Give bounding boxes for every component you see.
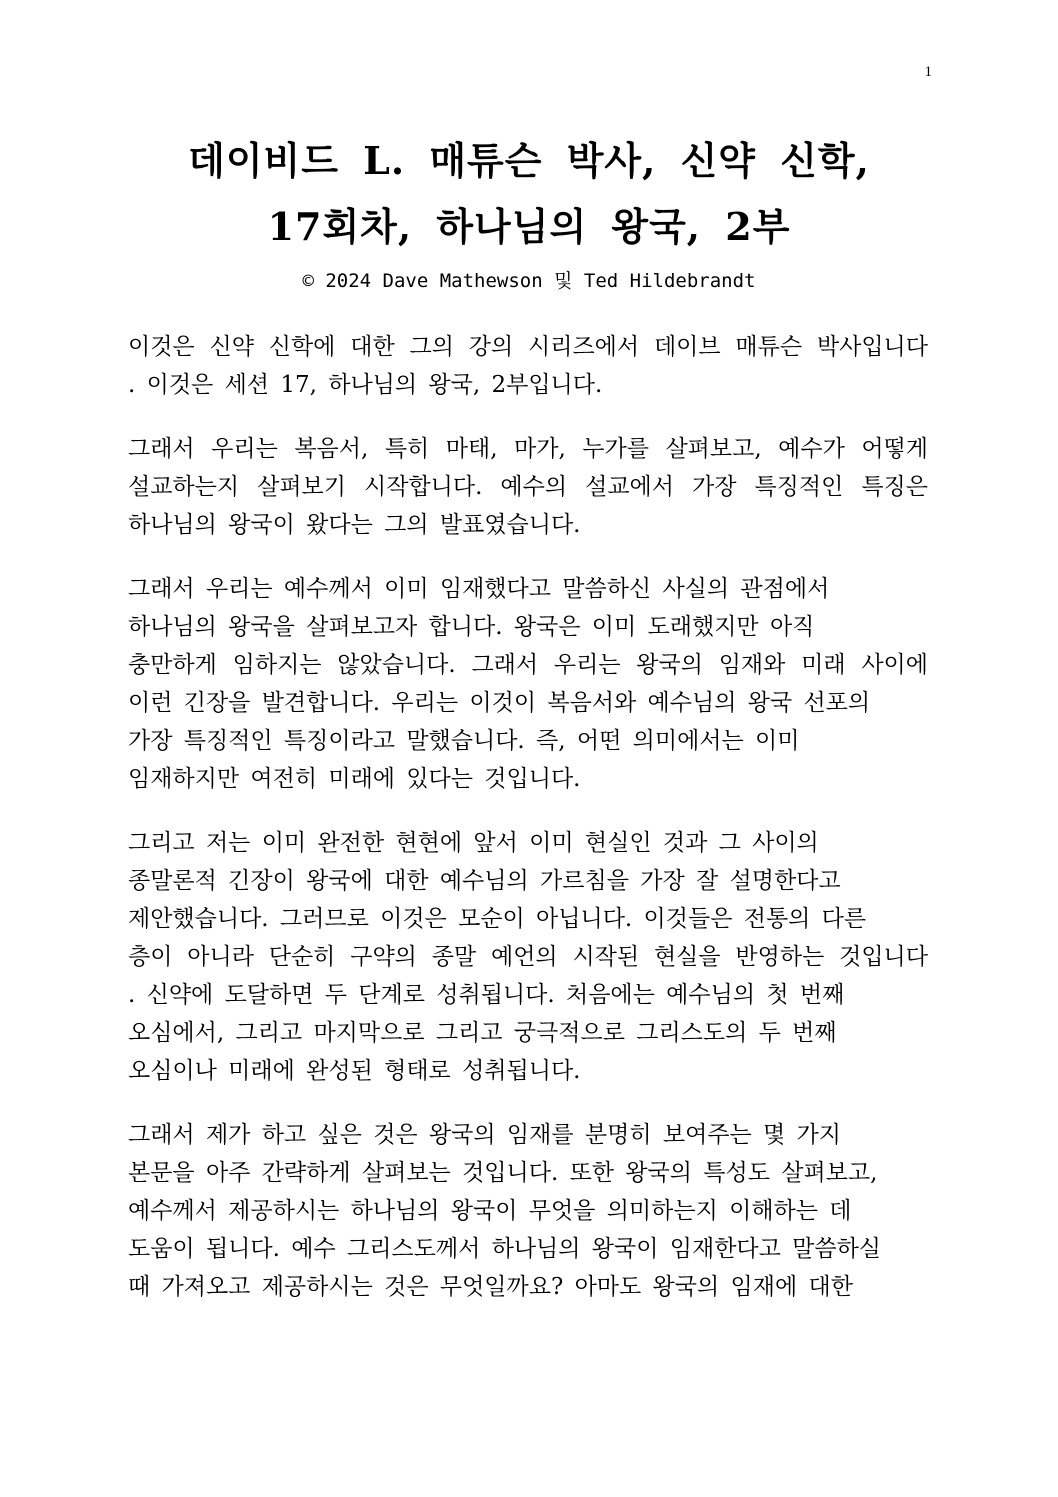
paragraph-line: . 이것은 세션 17, 하나님의 왕국, 2부입니다. — [128, 372, 603, 398]
paragraph-line: 제안했습니다. 그러므로 이것은 모순이 아닙니다. 이것들은 전통의 다른 — [128, 906, 867, 932]
paragraph-line: 임재하지만 여전히 미래에 있다는 것입니다. — [128, 766, 581, 792]
paragraph — [128, 328, 928, 404]
paragraph-line: 그래서 제가 하고 싶은 것은 왕국의 임재를 분명히 보여주는 몇 가지 — [128, 1122, 841, 1148]
paragraph-line: . 신약에 도달하면 두 단계로 성취됩니다. 처음에는 예수님의 첫 번째 — [128, 982, 845, 1008]
paragraph-line: 이런 긴장을 발견합니다. 우리는 이것이 복음서와 예수님의 왕국 선포의 — [128, 690, 871, 716]
title-line-2: 17회차, 하나님의 왕국, 2부 — [267, 204, 791, 249]
paragraph-line: 때 가져오고 제공하시는 것은 무엇일까요? 아마도 왕국의 임재에 대한 — [128, 1274, 853, 1300]
paragraph-line: 오심이나 미래에 완성된 형태로 성취됩니다. — [128, 1058, 581, 1084]
title-line-1: 데이비드 L. 매튜슨 박사, 신약 신학, — [188, 138, 870, 183]
page-number: 1 — [924, 64, 932, 80]
document-body — [128, 328, 928, 1332]
paragraph-line: 그래서 우리는 예수께서 이미 임재했다고 말씀하신 사실의 관점에서 — [128, 576, 830, 602]
paragraph-line: 그리고 저는 이미 완전한 현현에 앞서 이미 현실인 것과 그 사이의 — [128, 830, 819, 856]
paragraph-line: 종말론적 긴장이 왕국에 대한 예수님의 가르침을 가장 잘 설명한다고 — [128, 868, 841, 894]
paragraph-line: 본문을 아주 간략하게 살펴보는 것입니다. 또한 왕국의 특성도 살펴보고, — [128, 1160, 878, 1186]
paragraph — [128, 430, 928, 544]
paragraph-line: 하나님의 왕국이 왔다는 그의 발표였습니다. — [128, 512, 581, 538]
paragraph — [128, 824, 928, 1090]
paragraph-line: 하나님의 왕국을 살펴보고자 합니다. 왕국은 이미 도래했지만 아직 — [128, 614, 815, 640]
paragraph-line: 그래서 우리는 복음서, 특히 마태, 마가, 누가를 살펴보고, 예수가 어떻게 — [128, 436, 928, 462]
paragraph-line: 도움이 됩니다. 예수 그리스도께서 하나님의 왕국이 임재한다고 말씀하실 — [128, 1236, 882, 1262]
paragraph — [128, 1116, 928, 1306]
paragraph-line: 층이 아니라 단순히 구약의 종말 예언의 시작된 현실을 반영하는 것입니다 — [128, 944, 928, 970]
paragraph-line: 충만하게 임하지는 않았습니다. 그래서 우리는 왕국의 임재와 미래 사이에 — [128, 652, 928, 678]
paragraph-line: 가장 특징적인 특징이라고 말했습니다. 즉, 어떤 의미에서는 이미 — [128, 728, 800, 754]
paragraph-line: 오심에서, 그리고 마지막으로 그리고 궁극적으로 그리스도의 두 번째 — [128, 1020, 837, 1046]
paragraph-line: 이것은 신약 신학에 대한 그의 강의 시리즈에서 데이브 매튜슨 박사입니다 — [128, 334, 928, 360]
paragraph-line: 예수께서 제공하시는 하나님의 왕국이 무엇을 의미하는지 이해하는 데 — [128, 1198, 852, 1224]
copyright-notice: © 2024 Dave Mathewson 및 Ted Hildebrandt — [302, 270, 756, 292]
document-title — [0, 128, 1058, 260]
paragraph-line: 설교하는지 살펴보기 시작합니다. 예수의 설교에서 가장 특징적인 특징은 — [128, 474, 928, 500]
paragraph — [128, 570, 928, 798]
